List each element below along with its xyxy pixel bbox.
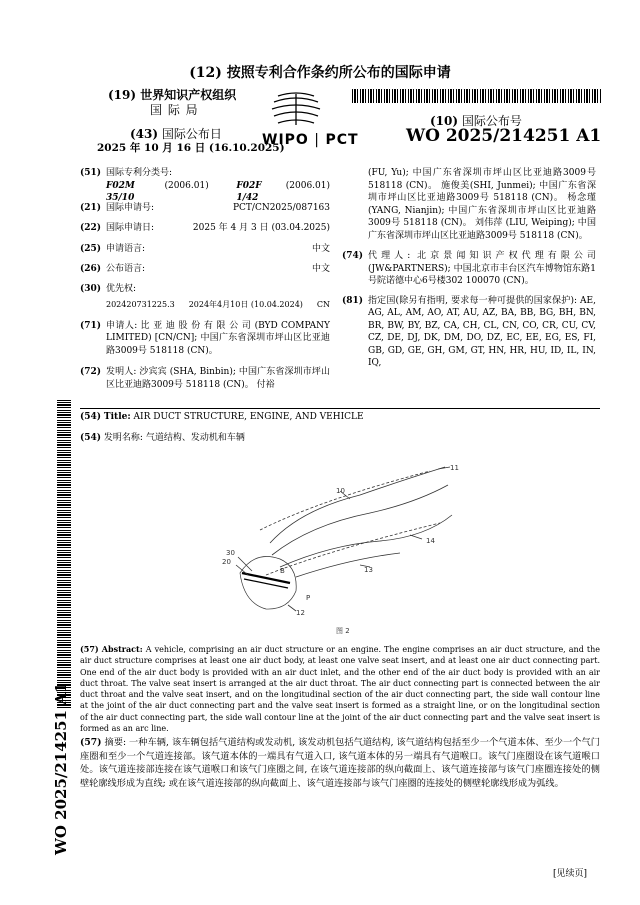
priority-row <box>80 299 330 311</box>
wipo-text: WIPO <box>262 132 309 148</box>
title-cn-num: (54) <box>80 433 102 443</box>
title-en-num: (54) <box>80 412 102 422</box>
field-25-num: (25) <box>80 243 102 254</box>
field-22-value: 2025 年 4 月 3 日 (03.04.2025) <box>192 223 330 233</box>
figure-label-p: P <box>306 594 311 602</box>
title-en <box>80 411 364 424</box>
figure-label-12: 12 <box>296 609 305 617</box>
field-74-text: 代理人: 北京景闻知识产权代理有限公司 (JW&PARTNERS); 中国北京市丰台区汽车博物馆东路1号院诺德中心6号楼302 100070 (CN)。 <box>368 251 596 286</box>
field-51 <box>80 167 330 180</box>
ipc-code-b: F02F 1/42 <box>236 180 262 203</box>
field-72-num: (72) <box>80 367 102 377</box>
field-74-num: (74) <box>342 251 364 261</box>
publication-barcode <box>352 89 602 103</box>
figure-label-30: 30 <box>226 549 235 557</box>
field-81-text: 指定国(除另有指明, 要求每一种可提供的国家保护): AE, AG, AL, AM, AO, AT, AU, AZ, BA, BB, BG, BH, BN, BR, BW, BY, BZ, CA, CH, CL, CN, CO, CR, CU, CV, CZ, DE, DJ, DK, DM, DO, DZ, EC, EE, EG, ES, FI, GB, GD, GE, GH, GM, GT, HN, HR, HU, ID, IL, IN, IQ, <box>368 295 596 368</box>
field-71-text: 申请人: 比 亚 迪 股 份 有 限 公 司 (BYD COMPANY LIMITED) [CN/CN]; 中国广东省深圳市坪山区比亚迪路3009号 518118 (CN)。 <box>106 320 330 356</box>
title-cn-text: 发明名称: 气道结构、发动机和车辆 <box>103 433 245 443</box>
figure-drawing <box>200 455 460 640</box>
title-en-text: AIR DUCT STRUCTURE, ENGINE, AND VEHICLE <box>133 412 364 422</box>
title-cn <box>80 432 245 445</box>
field-72 <box>80 366 330 391</box>
pct-text: PCT <box>325 132 359 148</box>
ipc-code-b-date: (2006.01) <box>285 180 330 191</box>
field-21-num: (21) <box>80 202 102 213</box>
ipc-code-a: F02M 35/10 <box>106 180 135 203</box>
field-21 <box>80 202 330 215</box>
field-26-label: 公布语言: <box>106 264 146 274</box>
continued-footer: [见续页] <box>553 869 588 879</box>
side-pubno-text: WO 2025/214251 A1 <box>52 682 70 855</box>
pubno-num: (10) <box>430 114 459 128</box>
ipc-codes <box>80 180 330 203</box>
field-25 <box>80 243 330 256</box>
abstract-cn-num: (57) <box>80 737 102 748</box>
field-26-num: (26) <box>80 264 102 274</box>
ipc-code-a-date: (2006.01) <box>164 180 209 191</box>
field-26 <box>80 263 330 276</box>
field-30 <box>80 283 330 296</box>
pubno-label: 国际公布号 <box>461 114 522 128</box>
priority-country: CN <box>316 300 330 309</box>
org-line2: 国 际 局 <box>150 103 199 117</box>
field-26-value: 中文 <box>311 264 330 274</box>
field-25-label: 申请语言: <box>106 243 146 254</box>
field-21-value: PCT/CN2025/087163 <box>232 202 330 213</box>
title-en-label: Title: <box>103 412 131 422</box>
abstract-cn-text: 摘要: 一种车辆, 该车辆包括气道结构或发动机, 该发动机包括气道结构, 该气道结构包括至少一个气道本体、至少一个气门座圈和至少一个气道连接部。该气道本体的一端具有气道入口, 该气道本体的另一端具有气道喉口。该气门座圈设在该气道喉口处。该气道连接部连接在该气道喉口和该气门座圈之间, 在该气道连接部的纵向截面上、该气道连接部与该气门座圈连接处的侧壁轮廓线形成为直线; 或在该气道连接部的纵向截面上、该气道连接部与该气门座圈的连接处的侧壁轮廓线形成为弧线。 <box>80 737 600 789</box>
figure-label-b: B <box>280 567 285 575</box>
abstract-cn <box>80 736 600 790</box>
field-71-num: (71) <box>80 320 102 331</box>
figure-label-20: 20 <box>222 558 231 566</box>
field-22 <box>80 222 330 235</box>
figure-label-13: 13 <box>364 566 373 574</box>
field-72-text: 发明人: 沙宾宾 (SHA, Binbin); 中国广东省深圳市坪山区比亚迪路3009号 518118 (CN)。 付裕 <box>106 367 330 390</box>
figure-caption: 图 2 <box>336 627 350 635</box>
field-81-num: (81) <box>342 295 364 306</box>
figure-label-10: 10 <box>336 487 345 495</box>
priority-number: 202420731225.3 <box>106 300 175 309</box>
pubdate-label: 国际公布日 <box>161 127 222 141</box>
field-74 <box>342 250 596 288</box>
side-barcode <box>57 398 71 708</box>
field-22-label: 国际申请日: <box>106 223 155 233</box>
figure-label-14: 14 <box>426 537 435 545</box>
bibliographic-left-column <box>80 167 330 391</box>
inventors-continued: (FU, Yu); 中国广东省深圳市坪山区比亚迪路3009号 518118 (CN)。 施俊美(SHI, Junmei); 中国广东省深圳市坪山区比亚迪路3009号 518118 (CN)。 杨念瑾 (YANG, Nianjin); 中国广东省深圳市坪山区比亚迪路3009号 518118 (CN)。 刘伟萍 (LIU, Weiping); 中国广东省深圳市坪山区比亚迪路3009号 518118 (CN)。 <box>368 168 596 241</box>
abstract-en-label: Abstract: <box>101 644 143 654</box>
field-71 <box>80 320 330 358</box>
pubdate-num: (43) <box>130 127 159 141</box>
pubno-value: WO 2025/214251 A1 <box>406 126 602 146</box>
abstract-en-text: A vehicle, comprising an air duct structure or an engine. The engine comprises an air duct structure, and the air duct structure comprises at least one air duct body, at least one valve seat insert, and at least one air duct connecting part. One end of the air duct body is provided with an air duct inlet, and the other end of the air duct body is provided with an air duct throat. The valve seat insert is arranged at the air duct throat. The air duct connecting part is connected between the air duct throat and the valve seat insert, and on the longitudinal section of the air duct connecting part, the side wall contour line at the joint of the air duct connecting part and the valve seat insert is formed as a straight line, or on the longitudinal section of the air duct connecting part, the side wall contour line at the joint of the air duct connecting part and the valve seat insert is formed as an arc line. <box>80 645 600 734</box>
bibliographic-right-column <box>342 167 596 370</box>
pubdate-value: 2025 年 10 月 16 日 (16.10.2025) <box>97 142 285 154</box>
document-title: (12) 按照专利合作条约所公布的国际申请 <box>189 65 451 81</box>
field-30-num: (30) <box>80 283 102 294</box>
abstract-en-num: (57) <box>80 644 99 654</box>
priority-date: 2024年4月10日 (10.04.2024) <box>188 300 303 309</box>
section-divider <box>80 408 600 409</box>
field-81 <box>342 295 596 370</box>
field-25-value: 中文 <box>311 243 330 254</box>
field-51-label: 国际专利分类号: <box>106 168 173 178</box>
org-line1: 世界知识产权组织 <box>140 88 237 102</box>
abstract-en <box>80 644 600 734</box>
field-22-num: (22) <box>80 223 102 233</box>
field-51-num: (51) <box>80 168 102 178</box>
figure-label-11: 11 <box>450 464 459 472</box>
org-num: (19) <box>108 88 137 102</box>
field-30-label: 优先权: <box>106 283 137 294</box>
field-21-label: 国际申请号: <box>106 202 155 213</box>
wipo-pct-wordmark: WIPO | PCT <box>262 132 359 148</box>
